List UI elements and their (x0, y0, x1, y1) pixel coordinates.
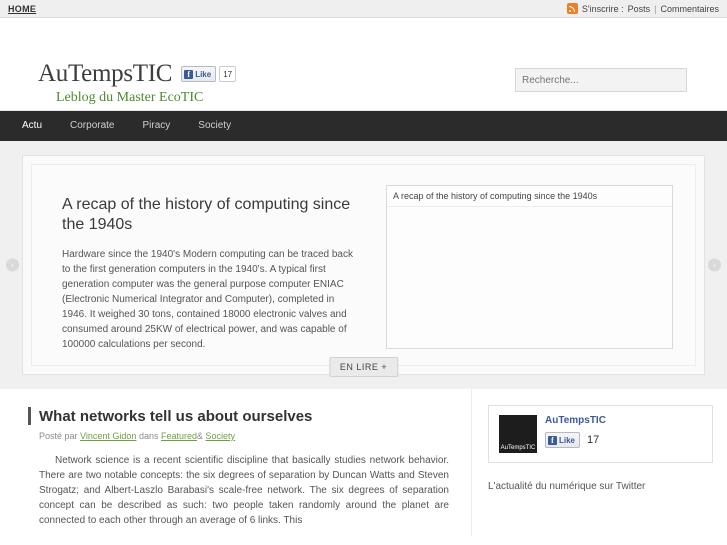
content-area (0, 389, 727, 536)
site-tagline: Leblog du Master EcoTIC (56, 90, 204, 105)
read-more-button[interactable]: EN LIRE + (329, 357, 398, 377)
slide-thumbnail-caption: A recap of the history of computing since the 1940s (387, 186, 672, 207)
post-excerpt-text: Network science is a recent scientific discipline that basically studies network behavior. There are two notable concepts: the six degrees of separation by Duncan Watts and Steven Strogatz; and Albert-Laszlo Barabasi's scale-free network. The six degrees of separation concept can be described as such: two people taken randomly around the planet are connected to each other through an average of 6 links. This (39, 455, 449, 526)
facebook-like-row (545, 432, 606, 448)
nav-item-piracy[interactable]: Piracy (142, 120, 171, 131)
slide-excerpt: Hardware since the 1940's Modern computing can be traced back to the first generation computers in the 1940's. A typical first generation computer was the general purpose computer ENIAC (Electronic Numerical Integrator and Computer), completed in 1946. It weighed 30 tons, contained 18000 electronic valves and consumed around 25KW of electrical power, and was capable of 100000 calculations per second. (62, 249, 353, 350)
facebook-icon: f (184, 70, 193, 79)
featured-slider-region (0, 141, 727, 389)
post-title[interactable]: What networks tell us about ourselves (39, 407, 313, 425)
slide-title[interactable]: A recap of the history of computing since the 1940s (62, 196, 351, 233)
subscribe-comments-link[interactable]: Commentaires (660, 3, 719, 14)
post-meta-prefix: Posté par (39, 431, 78, 441)
facebook-page-widget (488, 405, 713, 463)
main-nav (0, 111, 727, 141)
slide-thumbnail[interactable] (386, 185, 673, 349)
sidebar-facebook-like-label: Like (559, 435, 576, 445)
site-title: AuTempsTIC (38, 60, 173, 87)
search-box[interactable] (515, 68, 687, 92)
slide (31, 164, 696, 372)
facebook-icon: f (548, 436, 557, 445)
featured-slider (22, 155, 705, 375)
nav-item-society[interactable]: Society (198, 120, 232, 131)
post-title-accent-bar (28, 407, 31, 425)
sidebar-facebook-like-count: 17 (587, 434, 600, 446)
post-category-featured[interactable]: Featured (160, 431, 198, 441)
avatar: AuTempsTIC (499, 415, 537, 453)
post-author-link[interactable]: Vincent Gidon (80, 431, 137, 441)
post-header (28, 407, 449, 425)
slide-text-block (62, 195, 362, 352)
post-category-society[interactable]: Society (205, 431, 236, 441)
top-bar (0, 0, 727, 18)
post-meta-in: dans (138, 431, 159, 441)
post-meta-amp: & (197, 431, 204, 441)
home-link[interactable]: HOME (8, 3, 37, 14)
sidebar-facebook-like-button[interactable] (545, 432, 580, 448)
facebook-like-count: 17 (219, 66, 236, 82)
facebook-like-button[interactable] (181, 66, 216, 82)
slider-prev-arrow[interactable]: ‹ (6, 259, 19, 272)
subscribe-label: S'inscrire : (581, 3, 624, 14)
slider-next-arrow[interactable]: › (708, 259, 721, 272)
post-excerpt (39, 453, 449, 528)
rss-icon[interactable] (567, 3, 578, 14)
site-header (0, 18, 727, 111)
main-column (0, 389, 472, 536)
nav-item-actu[interactable]: Actu (22, 120, 43, 131)
subscribe-posts-link[interactable]: Posts (627, 3, 651, 14)
subscribe-separator: | (654, 3, 657, 14)
search-input[interactable] (516, 69, 686, 91)
site-logo[interactable] (38, 60, 236, 106)
facebook-like-label: Like (195, 69, 212, 79)
subscribe-group (567, 3, 719, 14)
post-meta (39, 431, 449, 441)
facebook-widget-body (545, 415, 606, 453)
twitter-widget-heading: L'actualité du numérique sur Twitter (488, 481, 646, 492)
nav-item-corporate[interactable]: Corporate (70, 120, 115, 131)
sidebar (472, 389, 727, 536)
facebook-page-name[interactable]: AuTempsTIC (545, 415, 606, 426)
header-facebook-like (181, 66, 236, 82)
